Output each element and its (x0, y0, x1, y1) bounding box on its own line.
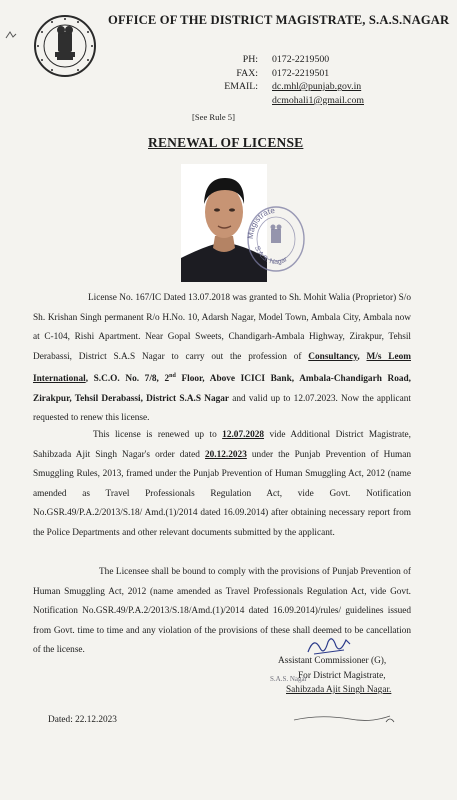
profession-consultancy: Consultancy (308, 351, 358, 362)
government-emblem-icon (33, 14, 97, 78)
paragraph-renewal: This license is renewed up to 12.07.2028 vide Additional District Magistrate, Sahibzada Ajit Singh Nagar's order dated 20.12.2023 under the Punjab Prevention of Human Smuggling Rules, 2013, framed under the Punjab Prevention of Human Smuggling Act, 2012 (name amended as Travel Professionals Regulation Act, vide Govt. Notification No.GSR.49/P.A.2/2013/S.18/ Amd.(1)/2014 dated 16.09.2014) after obtaining necessary report from the Police Departments and other relevant documents submitted by the applicant. (33, 430, 411, 538)
stamp-bottom-text: S.A.S. Nagar (253, 245, 289, 266)
phone-value: 0172-2219500 (272, 54, 330, 65)
rule-reference: [See Rule 5] (192, 112, 235, 122)
signatory-designation: Assistant Commissioner (G), (278, 656, 387, 666)
firm-name: M/s Leom International (33, 351, 411, 385)
signature-underline-mark (290, 710, 400, 728)
office-title: OFFICE OF THE DISTRICT MAGISTRATE, S.A.S.NAGAR (108, 13, 450, 27)
stamp-top-text: Magistrate (245, 205, 276, 240)
fax-label: FAX: (236, 67, 258, 79)
magistrate-stamp (245, 203, 307, 275)
signatory-on-behalf: For District Magistrate, (298, 670, 386, 681)
contact-labels (168, 53, 258, 94)
email-link-2[interactable]: dcmohali1@gmail.com (272, 94, 365, 106)
corner-mark-icon (4, 28, 18, 42)
signatory-district: Sahibzada Ajit Singh Nagar. (286, 685, 392, 696)
email-link-1[interactable]: dc.mhl@punjab.gov.in (272, 81, 362, 93)
paragraph-license-details: License No. 167/IC Dated 13.07.2018 was granted to Sh. Mohit Walia (Proprietor) S/o Sh. Krishan Singh permanent R/o H.No. 10, Adarsh Nagar, Model Town, Ambala City, Ambala now at C-104, Rishi Apartment. Near Gopal Sweets, Chandigarh-Ambala Highway, Zirakpur, Tehsil Derabassi, District S.A.S Nagar to carry out the profession of Consultancy, M/s Leom International, S.C.O. No. 7/8, 2nd Floor, Above ICICI Bank, Ambala-Chandigarh Road, Zirakpur, Tehsil Derabassi, District S.A.S Nagar and valid up to 12.07.2023. Now the applicant requested to renew this license. (33, 293, 412, 424)
email-label: EMAIL: (224, 81, 258, 93)
stamp-place-text: S.A.S. Nagar (270, 675, 307, 683)
issue-date: Dated: 22.12.2023 (48, 715, 117, 725)
contact-values (272, 53, 364, 107)
document-title: RENEWAL OF LICENSE (148, 135, 304, 150)
fax-value: 0172-2219501 (272, 67, 330, 79)
paragraph-compliance: The Licensee shall be bound to comply with the provisions of Punjab Prevention of Human Smuggling Act, 2012 (name amended as Travel Professionals Regulation Act, vide Govt. Notification No.GSR.49/P.A.2/2013/S.18/Amd.(1)/2014 dated 16.09.2014)/rules/ guidelines issued from Govt. time to time and any violation of the provisions of these shall deemed to be cancellation of the license. (33, 567, 411, 655)
phone-label: PH: (242, 54, 258, 65)
svg-text:S.A.S. Nagar (253, 245, 289, 266)
signature-block (278, 654, 391, 698)
order-date: 20.12.2023 (205, 449, 247, 460)
renewal-date: 12.07.2028 (222, 430, 265, 440)
